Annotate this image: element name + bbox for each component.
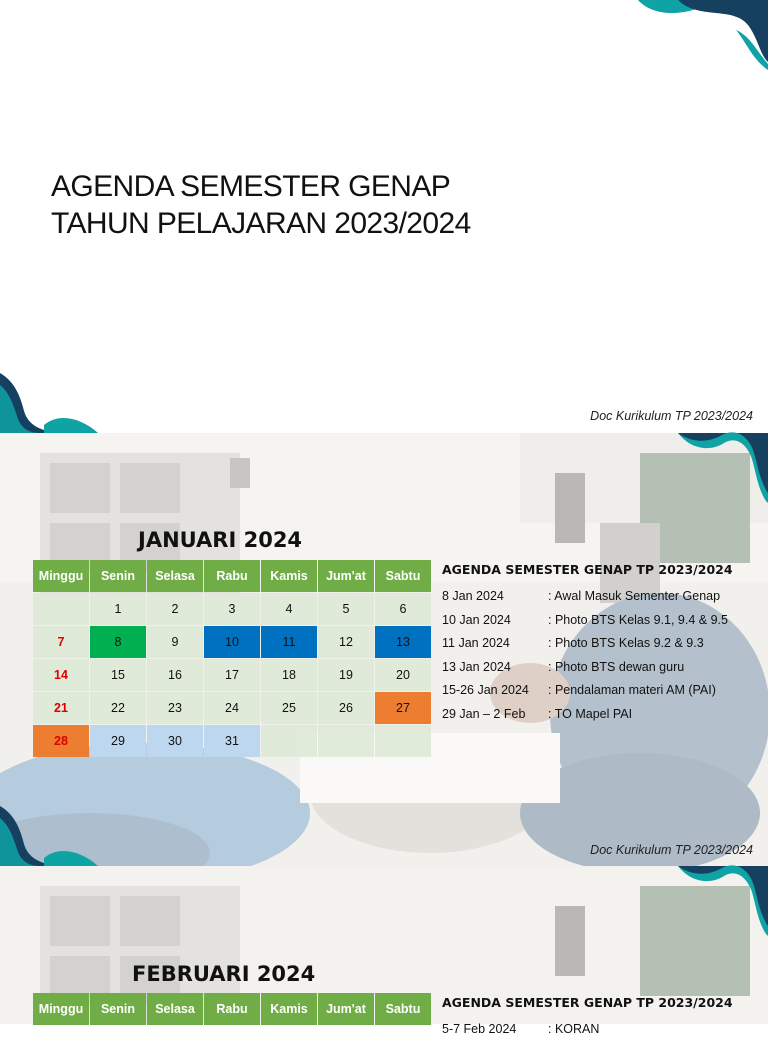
agenda-date: 29 Jan – 2 Feb bbox=[442, 706, 526, 721]
agenda-title: AGENDA SEMESTER GENAP TP 2023/2024 bbox=[442, 562, 733, 577]
agenda-desc: : KORAN bbox=[548, 1022, 600, 1036]
january-calendar-slide bbox=[0, 433, 768, 866]
agenda-items bbox=[442, 585, 733, 726]
calendar-day-cell: 23 bbox=[147, 692, 203, 724]
agenda-title: AGENDA SEMESTER GENAP TP 2023/2024 bbox=[442, 995, 733, 1010]
february-calendar-slide bbox=[0, 866, 768, 1036]
calendar-day-cell: 10 bbox=[204, 626, 260, 658]
calendar-week-row bbox=[33, 659, 431, 691]
agenda-item bbox=[442, 679, 733, 703]
day-header-rabu: Rabu bbox=[204, 560, 260, 592]
day-header-selasa: Selasa bbox=[147, 560, 203, 592]
agenda-item bbox=[442, 703, 733, 727]
agenda-date: 8 Jan 2024 bbox=[442, 589, 504, 603]
calendar-day-cell: 27 bbox=[375, 692, 431, 724]
calendar-day-cell: 15 bbox=[90, 659, 146, 691]
calendar-day-cell: 21 bbox=[33, 692, 89, 724]
day-header-row bbox=[33, 560, 431, 592]
calendar-day-cell: 19 bbox=[318, 659, 374, 691]
calendar-day-cell: 8 bbox=[90, 626, 146, 658]
agenda-item bbox=[442, 1018, 733, 1042]
agenda-list bbox=[442, 995, 733, 1042]
agenda-item bbox=[442, 609, 733, 633]
day-header-kamis: Kamis bbox=[261, 993, 317, 1025]
day-header-rabu: Rabu bbox=[204, 993, 260, 1025]
calendar-day-cell: 1 bbox=[90, 593, 146, 625]
month-title: FEBRUARI 2024 bbox=[132, 962, 316, 986]
day-header-row bbox=[33, 993, 431, 1025]
calendar-empty-cell bbox=[261, 725, 317, 757]
calendar-body bbox=[33, 593, 431, 757]
calendar-day-cell: 30 bbox=[147, 725, 203, 757]
calendar-day-cell: 22 bbox=[90, 692, 146, 724]
agenda-desc: : Pendalaman materi AM (PAI) bbox=[548, 683, 716, 697]
calendar-day-cell: 16 bbox=[147, 659, 203, 691]
agenda-desc: : Awal Masuk Sementer Genap bbox=[548, 589, 721, 603]
calendar-week-row bbox=[33, 725, 431, 757]
agenda-date: 5-7 Feb 2024 bbox=[442, 1022, 517, 1036]
calendar-day-cell: 5 bbox=[318, 593, 374, 625]
agenda-item bbox=[442, 632, 733, 656]
calendar-day-cell: 7 bbox=[33, 626, 89, 658]
calendar-day-cell: 24 bbox=[204, 692, 260, 724]
calendar-day-cell: 17 bbox=[204, 659, 260, 691]
calendar-day-cell: 29 bbox=[90, 725, 146, 757]
calendar-day-cell: 6 bbox=[375, 593, 431, 625]
doc-label: Doc Kurikulum TP 2023/2024 bbox=[590, 409, 753, 423]
title-line-2: TAHUN PELAJARAN 2023/2024 bbox=[51, 207, 471, 240]
title-line-1: AGENDA SEMESTER GENAP bbox=[51, 170, 451, 203]
day-header-senin: Senin bbox=[90, 560, 146, 592]
agenda-date: 13 Jan 2024 bbox=[442, 659, 511, 674]
wave-decoration-bottom-left bbox=[0, 806, 100, 866]
calendar-day-cell: 3 bbox=[204, 593, 260, 625]
calendar-day-cell: 25 bbox=[261, 692, 317, 724]
calendar-day-cell: 13 bbox=[375, 626, 431, 658]
calendar-day-cell: 14 bbox=[33, 659, 89, 691]
agenda-date: 11 Jan 2024 bbox=[442, 636, 510, 650]
page-title bbox=[51, 168, 471, 242]
wave-decoration-top-right bbox=[678, 866, 768, 936]
calendar-week-row bbox=[33, 593, 431, 625]
day-header-jumat: Jum'at bbox=[318, 560, 374, 592]
wave-decoration-top-right bbox=[678, 433, 768, 503]
january-calendar bbox=[32, 559, 432, 758]
calendar-empty-cell bbox=[375, 725, 431, 757]
calendar-day-cell: 12 bbox=[318, 626, 374, 658]
wave-decoration-bottom-left bbox=[0, 373, 100, 433]
agenda-list bbox=[442, 562, 733, 726]
day-header-minggu: Minggu bbox=[33, 560, 89, 592]
calendar-empty-cell bbox=[33, 593, 89, 625]
february-calendar bbox=[32, 992, 432, 1026]
calendar-week-row bbox=[33, 626, 431, 658]
day-header-kamis: Kamis bbox=[261, 560, 317, 592]
calendar-empty-cell bbox=[318, 725, 374, 757]
wave-decoration-top-right bbox=[638, 0, 768, 70]
day-header-senin: Senin bbox=[90, 993, 146, 1025]
agenda-item bbox=[442, 585, 733, 609]
agenda-date: 10 Jan 2024 bbox=[442, 612, 511, 627]
calendar-day-cell: 11 bbox=[261, 626, 317, 658]
day-header-minggu: Minggu bbox=[33, 993, 89, 1025]
day-header-sabtu: Sabtu bbox=[375, 993, 431, 1025]
agenda-item bbox=[442, 656, 733, 680]
calendar-day-cell: 9 bbox=[147, 626, 203, 658]
calendar-day-cell: 26 bbox=[318, 692, 374, 724]
calendar-day-cell: 20 bbox=[375, 659, 431, 691]
agenda-desc: : TO Mapel PAI bbox=[548, 706, 633, 721]
agenda-date: 15-26 Jan 2024 bbox=[442, 683, 529, 697]
calendar-day-cell: 18 bbox=[261, 659, 317, 691]
calendar-week-row bbox=[33, 692, 431, 724]
day-header-jumat: Jum'at bbox=[318, 993, 374, 1025]
month-title: JANUARI 2024 bbox=[138, 528, 303, 552]
doc-label: Doc Kurikulum TP 2023/2024 bbox=[590, 843, 753, 857]
agenda-desc: : Photo BTS Kelas 9.1, 9.4 & 9.5 bbox=[548, 612, 728, 627]
calendar-day-cell: 28 bbox=[33, 725, 89, 757]
calendar-day-cell: 31 bbox=[204, 725, 260, 757]
day-header-sabtu: Sabtu bbox=[375, 560, 431, 592]
agenda-desc: : Photo BTS Kelas 9.2 & 9.3 bbox=[548, 636, 704, 650]
calendar-day-cell: 4 bbox=[261, 593, 317, 625]
day-header-selasa: Selasa bbox=[147, 993, 203, 1025]
calendar-day-cell: 2 bbox=[147, 593, 203, 625]
title-slide bbox=[0, 0, 768, 433]
agenda-desc: : Photo BTS dewan guru bbox=[548, 659, 685, 674]
